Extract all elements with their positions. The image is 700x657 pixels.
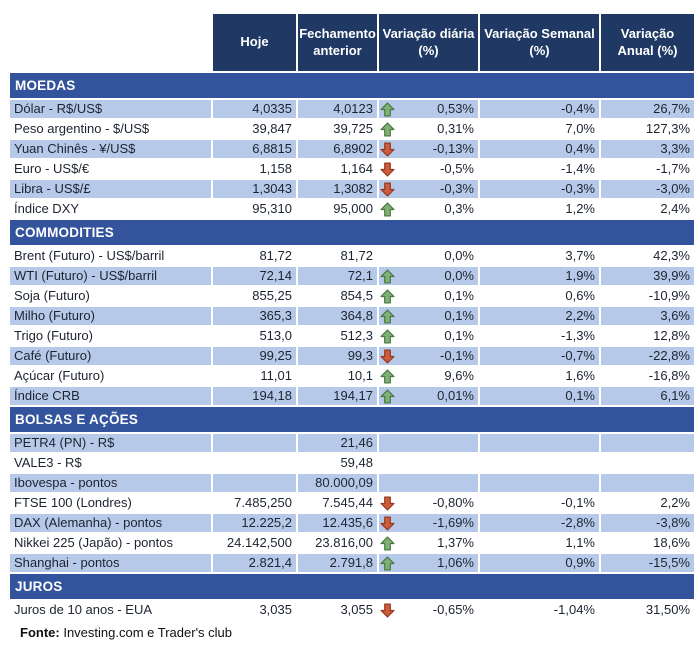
hoje-value: 81,72	[259, 248, 292, 263]
hoje-value: 7.485,250	[234, 495, 292, 510]
variacao-semanal-value: 1,6%	[565, 368, 595, 383]
variacao-diaria-cell	[379, 494, 478, 512]
fechamento-anterior-value: 95,000	[333, 201, 373, 216]
header-empty-corner	[10, 14, 211, 71]
row-label: Trigo (Futuro)	[14, 328, 93, 343]
row-label: Libra - US$/£	[10, 180, 211, 198]
fechamento-anterior-value: 7.545,44	[322, 495, 373, 510]
no-arrow-placeholder	[380, 248, 396, 264]
up-arrow-icon	[380, 555, 396, 571]
variacao-anual-value: -1,7%	[656, 161, 690, 176]
hoje-value: 24.142,500	[226, 535, 292, 550]
up-arrow-icon	[380, 388, 396, 404]
table-row	[10, 160, 694, 178]
variacao-semanal-value: -0,4%	[480, 100, 599, 118]
fechamento-anterior-value: 72,1	[298, 267, 377, 285]
row-label: Brent (Futuro) - US$/barril	[14, 248, 165, 263]
hoje-value: 99,25	[213, 347, 296, 365]
fechamento-anterior-value: 21,46	[298, 434, 377, 452]
row-label: DAX (Alemanha) - pontos	[10, 514, 211, 532]
table-row	[10, 514, 694, 532]
variacao-diaria-cell	[379, 347, 478, 365]
hoje-value: 12.225,2	[213, 514, 296, 532]
variacao-diaria-cell	[379, 247, 478, 265]
variacao-diaria-value: -0,65%	[432, 602, 474, 617]
row-label: VALE3 - R$	[14, 455, 82, 470]
variacao-anual-value	[601, 434, 694, 452]
table-row	[10, 554, 694, 572]
variacao-anual-value: 18,6%	[653, 535, 690, 550]
variacao-anual-value: -3,8%	[601, 514, 694, 532]
fechamento-anterior-value: 10,1	[347, 368, 373, 383]
variacao-semanal-value: 2,2%	[480, 307, 599, 325]
down-arrow-icon	[380, 602, 396, 618]
fechamento-anterior-value: 2.791,8	[298, 554, 377, 572]
variacao-diaria-cell	[379, 367, 478, 385]
table-row	[10, 327, 694, 345]
down-arrow-icon	[380, 495, 396, 511]
fechamento-anterior-value: 99,3	[298, 347, 377, 365]
up-arrow-icon	[380, 201, 396, 217]
variacao-anual-value: 42,3%	[653, 248, 690, 263]
row-label: Euro - US$/€	[14, 161, 90, 176]
fechamento-anterior-value: 194,17	[298, 387, 377, 405]
variacao-diaria-cell	[379, 307, 478, 325]
hoje-value: 72,14	[213, 267, 296, 285]
variacao-diaria-value: 1,06%	[437, 555, 474, 570]
variacao-anual-value: 12,8%	[653, 328, 690, 343]
variacao-semanal-value: -0,1%	[561, 495, 595, 510]
variacao-diaria-value: 0,0%	[444, 248, 474, 263]
up-arrow-icon	[380, 368, 396, 384]
hoje-value: 194,18	[213, 387, 296, 405]
no-arrow-placeholder	[380, 435, 396, 451]
table-row	[10, 247, 694, 265]
variacao-diaria-cell	[379, 200, 478, 218]
row-label: Café (Futuro)	[10, 347, 211, 365]
variacao-anual-value: -10,9%	[648, 288, 690, 303]
variacao-semanal-value	[480, 474, 599, 492]
hoje-value: 11,01	[260, 368, 292, 383]
variacao-anual-value: 127,3%	[645, 121, 690, 136]
hoje-value: 39,847	[252, 121, 292, 136]
up-arrow-icon	[380, 101, 396, 117]
section-header: MOEDAS	[10, 73, 694, 98]
variacao-diaria-value: 0,53%	[437, 101, 474, 116]
variacao-diaria-value: 0,1%	[444, 288, 474, 303]
fechamento-anterior-value: 854,5	[340, 288, 373, 303]
down-arrow-icon	[380, 515, 396, 531]
row-label: Juros de 10 anos - EUA	[14, 602, 153, 617]
row-label: Açúcar (Futuro)	[14, 368, 105, 383]
variacao-semanal-value: 1,2%	[565, 201, 595, 216]
variacao-diaria-cell	[379, 474, 478, 492]
variacao-semanal-value: -1,4%	[561, 161, 595, 176]
fechamento-anterior-value: 512,3	[340, 328, 373, 343]
variacao-anual-value: 6,1%	[601, 387, 694, 405]
column-header-variacao-semanal: Variação Semanal (%)	[480, 14, 599, 71]
row-label: Nikkei 225 (Japão) - pontos	[14, 535, 173, 550]
row-label: Índice DXY	[14, 201, 80, 216]
variacao-semanal-value	[480, 434, 599, 452]
column-header-variacao-anual: Variação Anual (%)	[601, 14, 694, 71]
variacao-anual-value: 3,3%	[601, 140, 694, 158]
variacao-semanal-value: 0,9%	[480, 554, 599, 572]
row-label: Dólar - R$/US$	[10, 100, 211, 118]
variacao-anual-value: 39,9%	[601, 267, 694, 285]
table-row	[10, 120, 694, 138]
variacao-anual-value	[601, 454, 694, 472]
table-row	[10, 434, 694, 452]
variacao-diaria-value: -0,3%	[440, 181, 474, 196]
variacao-semanal-value: 3,7%	[565, 248, 595, 263]
table-row	[10, 454, 694, 472]
hoje-value: 1,158	[259, 161, 292, 176]
fechamento-anterior-value: 39,725	[333, 121, 373, 136]
variacao-anual-value: 26,7%	[601, 100, 694, 118]
fechamento-anterior-value: 364,8	[298, 307, 377, 325]
variacao-diaria-value: -0,13%	[432, 141, 474, 156]
table-row	[10, 307, 694, 325]
variacao-diaria-cell	[379, 387, 478, 405]
section-header: JUROS	[10, 574, 694, 599]
variacao-diaria-cell	[379, 160, 478, 178]
row-label: WTI (Futuro) - US$/barril	[10, 267, 211, 285]
table-row	[10, 200, 694, 218]
variacao-diaria-value: 0,31%	[437, 121, 474, 136]
variacao-anual-value: 31,50%	[645, 602, 690, 617]
variacao-diaria-cell	[379, 601, 478, 619]
row-label: Peso argentino - $/US$	[14, 121, 150, 136]
variacao-diaria-cell	[379, 454, 478, 472]
table-body	[10, 73, 694, 619]
table-row	[10, 601, 694, 619]
row-label: FTSE 100 (Londres)	[14, 495, 132, 510]
down-arrow-icon	[380, 348, 396, 364]
variacao-diaria-value: 0,1%	[444, 328, 474, 343]
column-header-hoje: Hoje	[213, 14, 296, 71]
down-arrow-icon	[380, 141, 396, 157]
column-header-fechamento-anterior: Fechamento anterior	[298, 14, 377, 71]
table-row	[10, 267, 694, 285]
fechamento-anterior-value: 23.816,00	[315, 535, 373, 550]
hoje-value: 365,3	[213, 307, 296, 325]
variacao-diaria-value: 0,01%	[437, 388, 474, 403]
variacao-semanal-value	[480, 454, 599, 472]
fechamento-anterior-value: 59,48	[340, 455, 373, 470]
row-label: Yuan Chinês - ¥/US$	[10, 140, 211, 158]
variacao-semanal-value: 0,6%	[565, 288, 595, 303]
variacao-semanal-value: -1,04%	[553, 602, 595, 617]
variacao-diaria-cell	[379, 534, 478, 552]
up-arrow-icon	[380, 535, 396, 551]
variacao-diaria-value: 0,1%	[444, 308, 474, 323]
row-label: Soja (Futuro)	[14, 288, 90, 303]
hoje-value: 4,0335	[213, 100, 296, 118]
source-line	[10, 625, 694, 640]
variacao-anual-value: 3,6%	[601, 307, 694, 325]
variacao-diaria-value: -0,80%	[432, 495, 474, 510]
table-row	[10, 367, 694, 385]
fechamento-anterior-value: 6,8902	[298, 140, 377, 158]
variacao-diaria-cell	[379, 100, 478, 118]
hoje-value: 6,8815	[213, 140, 296, 158]
variacao-diaria-cell	[379, 267, 478, 285]
variacao-anual-value: -15,5%	[601, 554, 694, 572]
up-arrow-icon	[380, 121, 396, 137]
source-text: Investing.com e Trader's club	[63, 625, 233, 640]
no-arrow-placeholder	[380, 455, 396, 471]
table-row	[10, 100, 694, 118]
variacao-semanal-value: 1,1%	[565, 535, 595, 550]
fechamento-anterior-value: 1,164	[340, 161, 373, 176]
hoje-value: 3,035	[259, 602, 292, 617]
table-row	[10, 347, 694, 365]
variacao-diaria-cell	[379, 327, 478, 345]
variacao-semanal-value: 0,1%	[480, 387, 599, 405]
table-row	[10, 180, 694, 198]
variacao-diaria-cell	[379, 287, 478, 305]
variacao-anual-value: -3,0%	[601, 180, 694, 198]
column-header-variacao-diaria: Variação diária (%)	[379, 14, 478, 71]
variacao-diaria-value: -0,5%	[440, 161, 474, 176]
variacao-diaria-cell	[379, 434, 478, 452]
fechamento-anterior-value: 1,3082	[298, 180, 377, 198]
row-label: Índice CRB	[10, 387, 211, 405]
table-row	[10, 140, 694, 158]
hoje-value	[213, 454, 296, 472]
table-row	[10, 534, 694, 552]
row-label: Ibovespa - pontos	[10, 474, 211, 492]
table-row	[10, 287, 694, 305]
table-header-row	[10, 14, 694, 71]
row-label: Milho (Futuro)	[10, 307, 211, 325]
row-label: Shanghai - pontos	[10, 554, 211, 572]
up-arrow-icon	[380, 328, 396, 344]
fechamento-anterior-value: 12.435,6	[298, 514, 377, 532]
fechamento-anterior-value: 80.000,09	[298, 474, 377, 492]
up-arrow-icon	[380, 308, 396, 324]
down-arrow-icon	[380, 161, 396, 177]
variacao-semanal-value: 7,0%	[565, 121, 595, 136]
variacao-semanal-value: 1,9%	[480, 267, 599, 285]
hoje-value: 95,310	[252, 201, 292, 216]
variacao-semanal-value: -2,8%	[480, 514, 599, 532]
fechamento-anterior-value: 81,72	[340, 248, 373, 263]
up-arrow-icon	[380, 268, 396, 284]
hoje-value	[213, 474, 296, 492]
variacao-diaria-cell	[379, 554, 478, 572]
variacao-anual-value: 2,2%	[660, 495, 690, 510]
variacao-diaria-cell	[379, 120, 478, 138]
variacao-diaria-value: -1,69%	[432, 515, 474, 530]
table-row	[10, 387, 694, 405]
hoje-value: 2.821,4	[213, 554, 296, 572]
hoje-value: 855,25	[252, 288, 292, 303]
variacao-semanal-value: -0,3%	[480, 180, 599, 198]
fechamento-anterior-value: 4,0123	[298, 100, 377, 118]
variacao-diaria-value: 0,3%	[444, 201, 474, 216]
row-label: PETR4 (PN) - R$	[10, 434, 211, 452]
hoje-value	[213, 434, 296, 452]
variacao-semanal-value: 0,4%	[480, 140, 599, 158]
variacao-semanal-value: -1,3%	[561, 328, 595, 343]
variacao-anual-value: -16,8%	[648, 368, 690, 383]
variacao-diaria-value: 0,0%	[444, 268, 474, 283]
variacao-diaria-cell	[379, 514, 478, 532]
source-label: Fonte:	[20, 625, 60, 640]
variacao-diaria-value: -0,1%	[440, 348, 474, 363]
table-row	[10, 494, 694, 512]
variacao-diaria-value: 9,6%	[444, 368, 474, 383]
no-arrow-placeholder	[380, 475, 396, 491]
fechamento-anterior-value: 3,055	[340, 602, 373, 617]
hoje-value: 1,3043	[213, 180, 296, 198]
section-header: BOLSAS E AÇÕES	[10, 407, 694, 432]
variacao-anual-value	[601, 474, 694, 492]
hoje-value: 513,0	[259, 328, 292, 343]
variacao-diaria-cell	[379, 180, 478, 198]
variacao-semanal-value: -0,7%	[480, 347, 599, 365]
variacao-diaria-value: 1,37%	[437, 535, 474, 550]
variacao-anual-value: -22,8%	[601, 347, 694, 365]
variacao-anual-value: 2,4%	[660, 201, 690, 216]
table-row	[10, 474, 694, 492]
section-header: COMMODITIES	[10, 220, 694, 245]
down-arrow-icon	[380, 181, 396, 197]
up-arrow-icon	[380, 288, 396, 304]
variacao-diaria-cell	[379, 140, 478, 158]
